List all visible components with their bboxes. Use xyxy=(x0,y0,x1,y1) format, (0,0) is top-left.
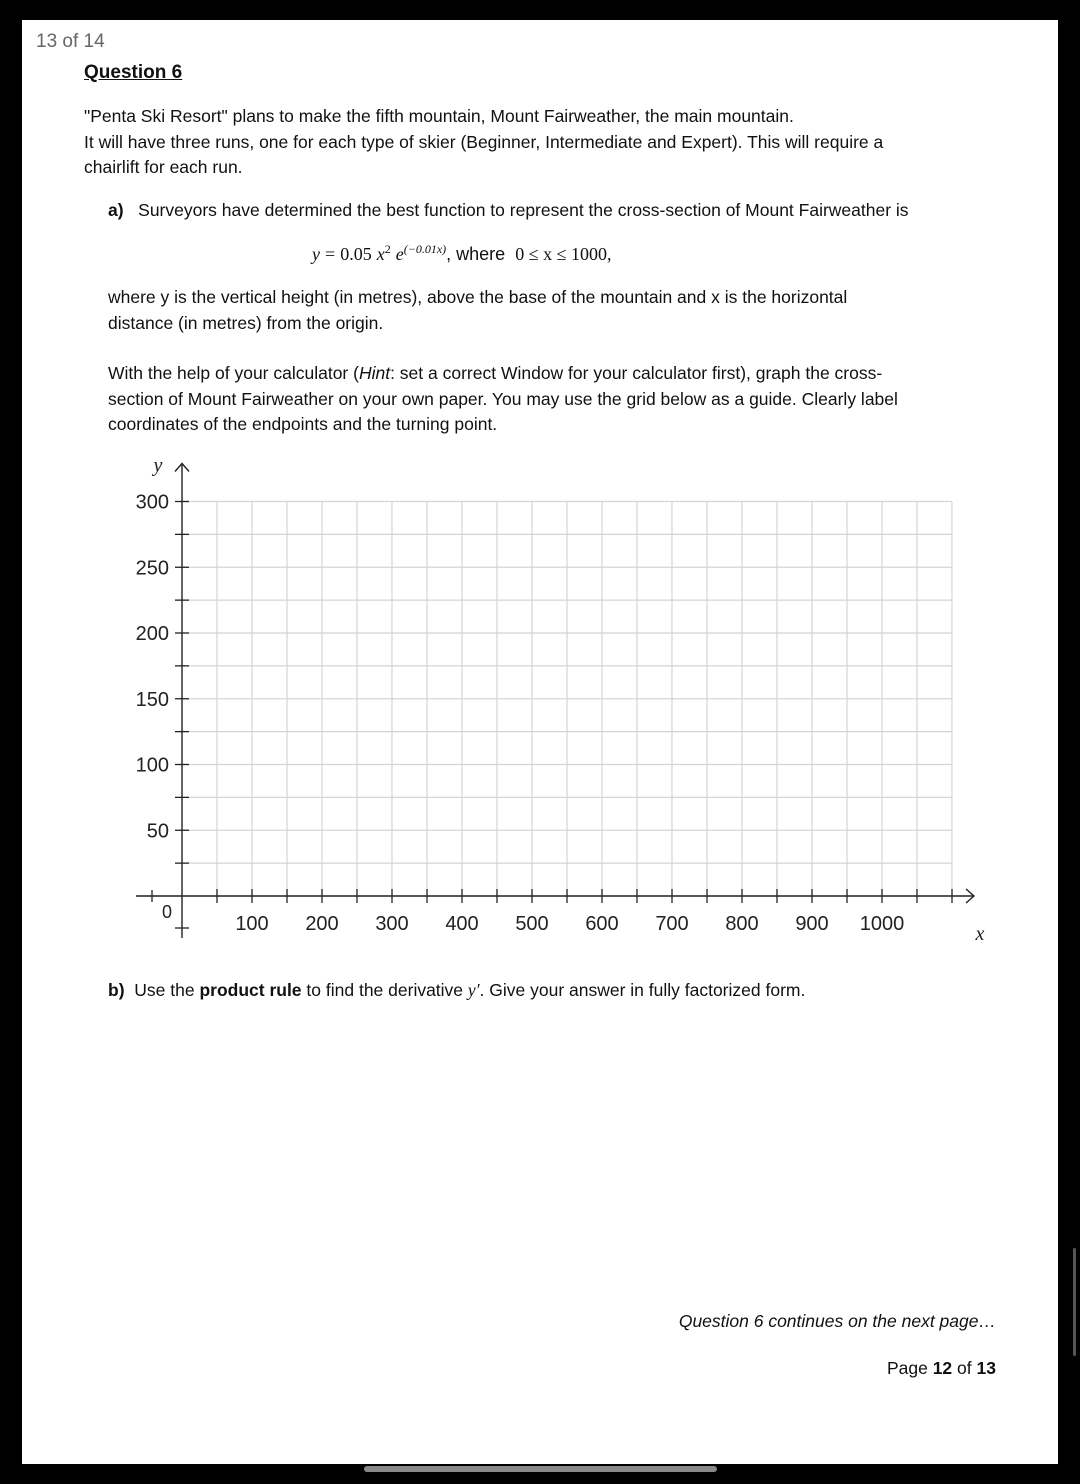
instr-line-2: section of Mount Fairweather on your own paper. You may use the grid below as a guide. Clearly label xyxy=(108,388,898,409)
intro-line-2: It will have three runs, one for each type of skier (Beginner, Intermediate and Expert). This will require a xyxy=(84,131,884,152)
formula-exponent: (−0.01x) xyxy=(403,242,447,256)
x-tick-label: 400 xyxy=(445,913,479,935)
variable-description xyxy=(108,285,847,336)
formula-where: , where xyxy=(446,244,506,264)
formula-power: 2 xyxy=(384,242,391,256)
part-b-derivative: y′ xyxy=(467,980,480,1000)
page-pre: Page xyxy=(886,1358,928,1378)
continues-note: Question 6 continues on the next page… xyxy=(678,1311,996,1331)
part-b-bold: product rule xyxy=(199,980,302,1000)
x-tick-label: 300 xyxy=(375,913,409,935)
page-num: 12 xyxy=(932,1358,953,1378)
part-b-label: b) xyxy=(108,980,125,1000)
question-title: Question 6 xyxy=(84,62,183,83)
part-b-question xyxy=(108,978,805,1004)
formula-lhs: y xyxy=(312,244,320,264)
part-b-text-1: Use the xyxy=(134,980,195,1000)
x-tick-label: 900 xyxy=(795,913,829,935)
y-axis-label: y xyxy=(153,455,163,477)
intro-paragraph xyxy=(84,104,883,181)
page-number xyxy=(887,1358,996,1379)
x-tick-label: 700 xyxy=(655,913,689,935)
page-mid: of xyxy=(957,1358,972,1378)
part-a-label: a) xyxy=(108,200,124,220)
scrollbar-thumb[interactable] xyxy=(1073,1248,1076,1356)
part-a-text: Surveyors have determined the best function to represent the cross-section of Mount Fairweather is xyxy=(138,200,909,220)
part-b-text-3: . Give your answer in fully factorized form. xyxy=(479,980,806,1000)
y-tick-label: 200 xyxy=(135,623,169,645)
tick-labels xyxy=(136,455,985,945)
x-tick-label: 100 xyxy=(235,913,269,935)
y-tick-label: 150 xyxy=(135,688,169,711)
formula-equals: = xyxy=(325,244,336,264)
formula-exp-base: e xyxy=(395,244,404,264)
formula-domain: 0 ≤ x ≤ 1000, xyxy=(515,244,612,264)
x-tick-label: 200 xyxy=(305,913,339,935)
instr-1b: : set a correct Window for your calculator first), graph the cross- xyxy=(390,363,883,383)
function-formula xyxy=(312,242,611,265)
x-tick-label: 1000 xyxy=(859,913,905,935)
page-total: 13 xyxy=(976,1358,996,1378)
page-counter: 13 of 14 xyxy=(36,31,105,52)
y-tick-label: 250 xyxy=(135,557,169,580)
part-b-text-2: to find the derivative xyxy=(306,980,464,1000)
instr-1a: With the help of your calculator ( xyxy=(108,363,359,383)
where-line-2: distance (in metres) from the origin. xyxy=(108,312,384,333)
y-tick-label: 100 xyxy=(135,754,169,777)
y-tick-label: 50 xyxy=(146,820,169,843)
instr-line-3: coordinates of the endpoints and the turning point. xyxy=(108,414,498,434)
formula-var: x xyxy=(376,244,385,264)
instr-line-1 xyxy=(108,361,898,387)
home-indicator[interactable] xyxy=(364,1466,717,1472)
instr-hint: Hint xyxy=(358,363,391,383)
x-tick-label: 800 xyxy=(725,913,759,935)
where-line-1: where y is the vertical height (in metres), above the base of the mountain and x is the horizontal xyxy=(108,287,848,307)
x-tick-label: 500 xyxy=(515,913,549,935)
intro-line-1: "Penta Ski Resort" plans to make the fifth mountain, Mount Fairweather, the main mountain. xyxy=(84,106,794,126)
graph-grid xyxy=(108,455,1008,955)
formula-coef: 0.05 xyxy=(340,244,372,264)
origin-label: 0 xyxy=(161,902,172,922)
document-page xyxy=(22,20,1058,1464)
x-axis-label: x xyxy=(975,923,985,945)
grid-lines xyxy=(182,502,952,897)
part-a-heading xyxy=(108,198,909,224)
intro-line-3: chairlift for each run. xyxy=(84,157,243,177)
y-tick-label: 300 xyxy=(135,491,169,514)
graph-instructions xyxy=(108,361,898,438)
x-tick-label: 600 xyxy=(585,913,619,935)
